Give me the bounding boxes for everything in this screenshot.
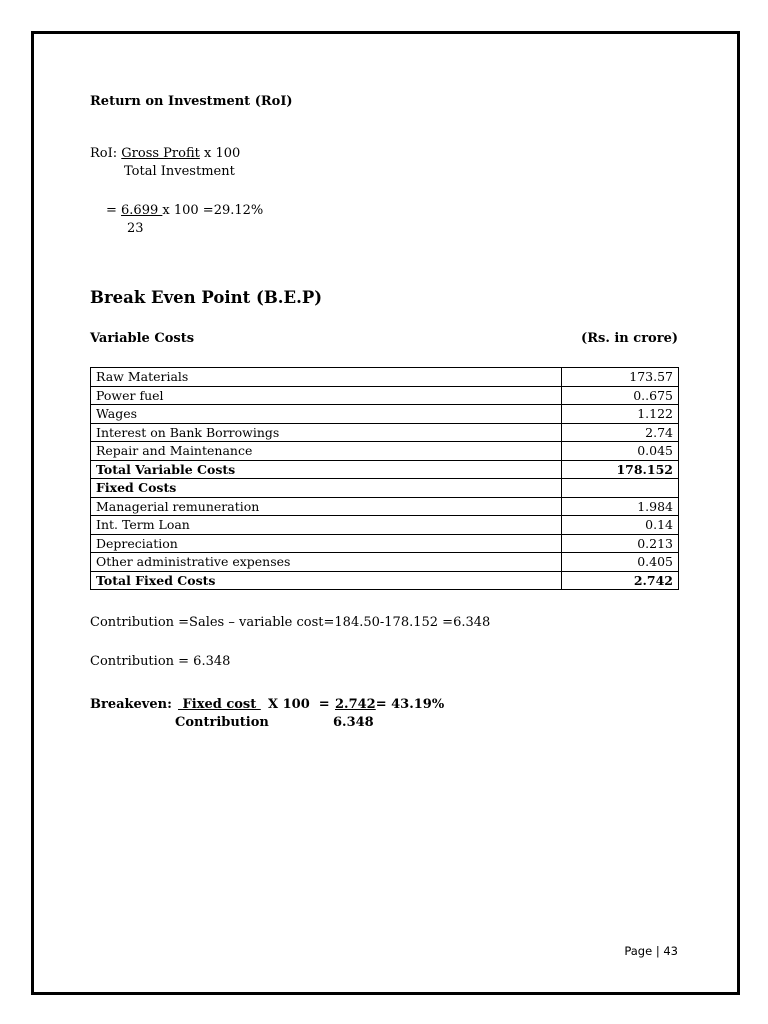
row-value: 2.74 xyxy=(562,423,679,442)
roi-formula xyxy=(90,146,240,161)
breakeven-result-denominator: 6.348 xyxy=(333,715,374,730)
breakeven-multiplier: X 100 = xyxy=(268,697,330,712)
roi-formula-label: RoI: xyxy=(90,146,122,161)
bep-heading: Break Even Point (B.E.P) xyxy=(90,288,323,307)
roi-formula-numerator: Gross Profit xyxy=(121,146,200,161)
table-row xyxy=(91,386,679,405)
unit-label: (Rs. in crore) xyxy=(581,331,678,346)
row-label: Other administrative expenses xyxy=(91,553,562,572)
row-label: Repair and Maintenance xyxy=(91,442,562,461)
roi-calc-prefix: = xyxy=(106,203,122,218)
row-label: Interest on Bank Borrowings xyxy=(91,423,562,442)
table-row xyxy=(91,368,679,387)
table-row xyxy=(91,534,679,553)
table-row xyxy=(91,571,679,590)
roi-calc-denominator: 23 xyxy=(127,221,144,236)
roi-heading: Return on Investment (RoI) xyxy=(90,94,293,109)
table-row xyxy=(91,442,679,461)
page-number: Page | 43 xyxy=(624,944,678,958)
roi-calc xyxy=(106,203,263,218)
table-row xyxy=(91,423,679,442)
row-value: 1.122 xyxy=(562,405,679,424)
row-value xyxy=(562,479,679,498)
row-label: Total Fixed Costs xyxy=(91,571,562,590)
row-label: Wages xyxy=(91,405,562,424)
roi-formula-denominator: Total Investment xyxy=(124,164,235,179)
contribution-line-2: Contribution = 6.348 xyxy=(90,654,231,669)
breakeven-denominator: Contribution xyxy=(175,715,269,730)
row-value: 173.57 xyxy=(562,368,679,387)
table-row xyxy=(91,479,679,498)
breakeven-label: Breakeven: xyxy=(90,697,172,712)
row-value: 0..675 xyxy=(562,386,679,405)
breakeven-result-numerator: 2.742 xyxy=(335,697,376,712)
table-row xyxy=(91,553,679,572)
breakeven-result-rest: = 43.19% xyxy=(375,697,445,712)
row-value: 178.152 xyxy=(562,460,679,479)
contribution-line-1: Contribution =Sales – variable cost=184.50-178.152 =6.348 xyxy=(90,615,491,630)
row-label: Power fuel xyxy=(91,386,562,405)
row-value: 0.405 xyxy=(562,553,679,572)
row-label: Total Variable Costs xyxy=(91,460,562,479)
variable-costs-label: Variable Costs xyxy=(90,331,195,346)
table-row xyxy=(91,405,679,424)
row-label: Fixed Costs xyxy=(91,479,562,498)
row-label: Raw Materials xyxy=(91,368,562,387)
row-label: Int. Term Loan xyxy=(91,516,562,535)
table-row xyxy=(91,516,679,535)
costs-table xyxy=(90,367,679,590)
roi-formula-multiplier: x 100 xyxy=(199,146,241,161)
breakeven-result xyxy=(335,697,444,712)
table-row xyxy=(91,497,679,516)
breakeven-numerator: Fixed cost xyxy=(178,697,261,712)
row-value: 2.742 xyxy=(562,571,679,590)
row-value: 0.14 xyxy=(562,516,679,535)
row-value: 1.984 xyxy=(562,497,679,516)
table-row xyxy=(91,460,679,479)
roi-calc-rest: x 100 =29.12% xyxy=(162,203,264,218)
roi-calc-numerator: 6.699 xyxy=(121,203,163,218)
row-label: Managerial remuneration xyxy=(91,497,562,516)
row-value: 0.045 xyxy=(562,442,679,461)
row-label: Depreciation xyxy=(91,534,562,553)
row-value: 0.213 xyxy=(562,534,679,553)
